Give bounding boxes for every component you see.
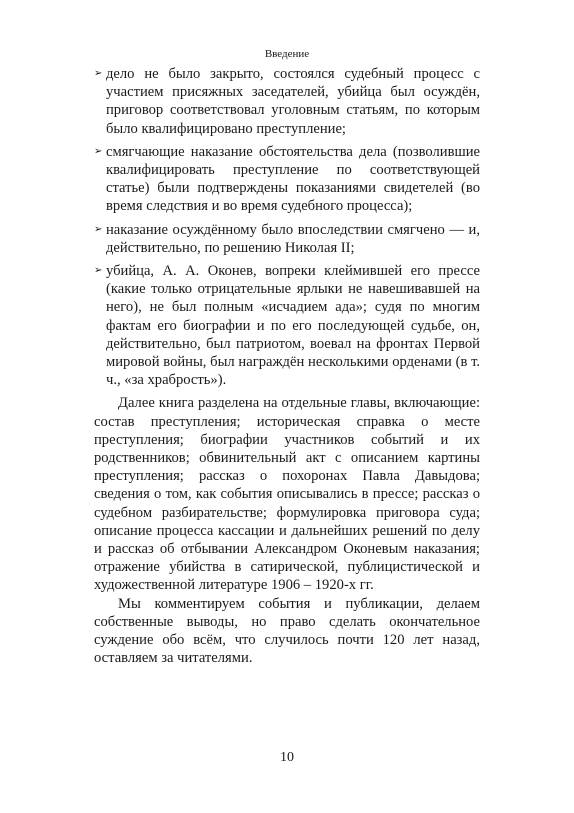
- body-paragraph: Мы комментируем события и публикации, делаем собственные выводы, но право сделать окончательное суждение обо всём, что случилось почти 120 лет назад, оставляем за читателями.: [94, 595, 480, 667]
- arrowhead-bullet-icon: ➢: [94, 223, 103, 235]
- arrowhead-bullet-icon: ➢: [94, 145, 103, 157]
- bullet-item: [94, 65, 480, 138]
- bullet-text: дело не было закрыто, состоялся судебный процесс с участием присяжных заседателей, убийца был осуждён, приговор соответствовал уголовным статьям, по которым было квалифицировано преступление;: [106, 66, 480, 137]
- arrowhead-bullet-icon: ➢: [94, 68, 103, 79]
- bullet-item: [94, 262, 480, 389]
- running-header: Введение: [264, 48, 310, 60]
- bullet-item: [94, 143, 480, 216]
- bullet-item: [94, 221, 480, 257]
- body-paragraph: Далее книга разделена на отдельные главы, включающие: состав преступления; историческая справка о месте преступления; биографии участников событий и их родственников; обвинительный акт с описанием картины преступления; рассказ о похоронах Павла Давыдова; сведения о том, как события описывались в прессе; рассказ о судебном разбирательстве; формулировка приговора суда; описание процесса кассации и дальнейших решений по делу и рассказ об отбывании Александром Оконевым наказания; отражение убийства в сатирической, публицистической и художественной литературе 1906 – 1920-х гг.: [94, 395, 480, 594]
- page-body: [94, 65, 480, 668]
- bullet-text: смягчающие наказание обстоятельства дела (позволившие квалифицировать преступление по соответствующей статье) были подтверждены показаниями свидетелей (во время следствия и во время судебного процесса);: [106, 143, 480, 215]
- bullet-text: наказание осуждённому было впоследствии смягчено — и, действительно, по решению Николая II;: [106, 221, 480, 256]
- page-number: 10: [280, 750, 294, 765]
- arrowhead-bullet-icon: ➢: [94, 265, 103, 277]
- bullet-text: убийца, А. А. Оконев, вопреки клеймившей его прессе (какие только отрицательные ярлыки не навешивавшей на него), не был полным «исчадием ада»; судя по многим фактам его биографии и по его последующей судьбе, он, действительно, был патриотом, воевал на фронтах Первой мировой войны, был награждён несколькими орденами (в т. ч., «за храбрость»).: [106, 263, 480, 389]
